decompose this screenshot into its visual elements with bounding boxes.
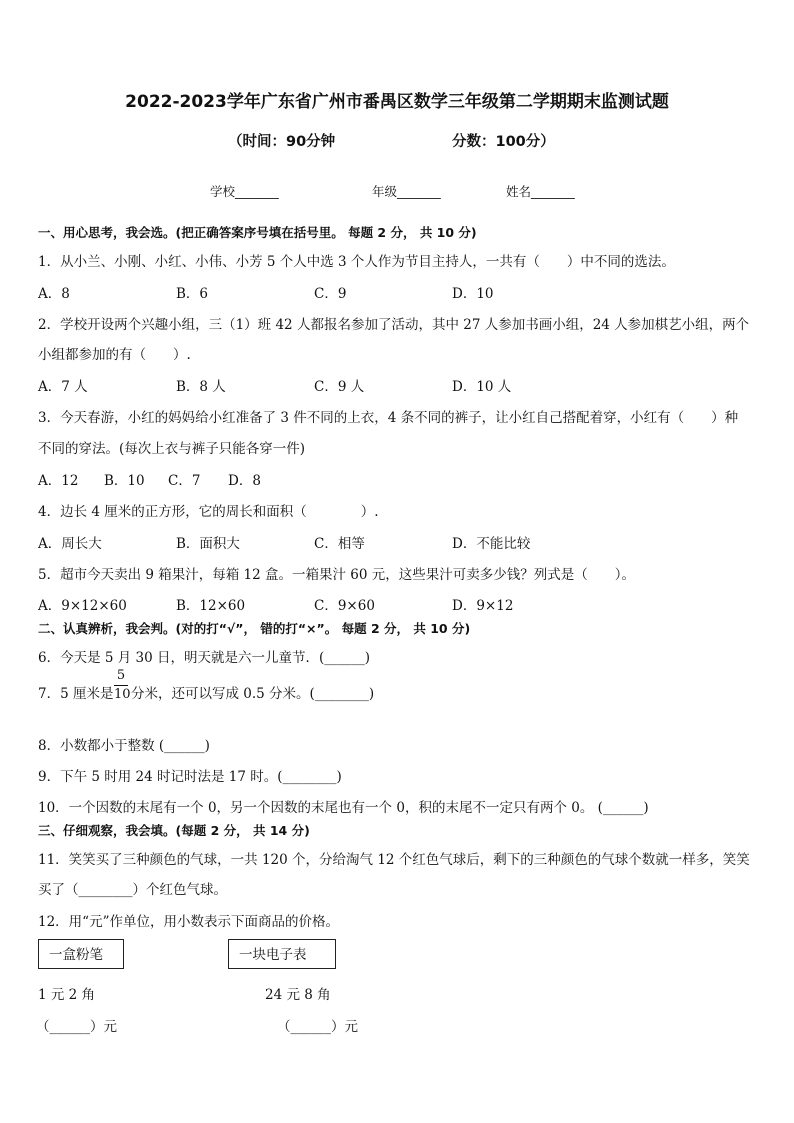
q1-option-d[interactable]: D．10 [452, 286, 494, 302]
exam-time: （时间：90分钟 [228, 134, 336, 150]
question-11-line2: 买了（________）个红色气球。 [38, 882, 227, 898]
q7-fraction [114, 668, 131, 703]
question-9: 9．下午 5 时用 24 时记时法是 17 时。(________) [38, 769, 342, 785]
question-11-line1: 11．笑笑买了三种颜色的气球，一共 120 个，分给淘气 12 个红色气球后，剩下的三种颜色的气球个数就一样多，笑笑 [38, 852, 750, 868]
question-5: 5．超市今天卖出 9 箱果汁，每箱 12 盒。一箱果汁 60 元，这些果汁可卖多少钱？列式是（ ）。 [38, 567, 636, 583]
item-name-watch: 一块电子表 [239, 947, 307, 963]
question-8: 8．小数都小于整数 (______) [38, 738, 210, 754]
item-box-chalk [38, 939, 124, 969]
price-watch: 24 元 8 角 [265, 987, 331, 1003]
question-12: 12．用“元”作单位，用小数表示下面商品的价格。 [38, 914, 339, 930]
section1-heading: 一、用心思考，我会选。(把正确答案序号填在括号里。 每题 2 分， 共 10 分) [38, 225, 477, 240]
q1-option-a[interactable]: A．8 [38, 286, 70, 302]
q5-option-d[interactable]: D．9×12 [452, 598, 514, 614]
q1-option-c[interactable]: C．9 [314, 286, 347, 302]
question-10: 10．一个因数的末尾有一个 0，另一个因数的末尾也有一个 0，积的末尾不一定只有两个 0。 (______) [38, 800, 649, 816]
question-4: 4．边长 4 厘米的正方形，它的周长和面积（ ）. [38, 504, 379, 520]
q4-option-a[interactable]: A．周长大 [38, 536, 102, 552]
question-2-line2: 小组都参加的有（ ）. [38, 347, 191, 363]
page-title: 2022-2023学年广东省广州市番禺区数学三年级第二学期期末监测试题 [125, 92, 669, 112]
question-7-suffix: 分米，还可以写成 0.5 分米。(________) [131, 686, 375, 702]
q2-option-b[interactable]: B．8 人 [176, 379, 226, 395]
answer-blank-watch[interactable]: （______）元 [277, 1019, 358, 1035]
q3-option-d[interactable]: D．8 [228, 473, 261, 489]
question-6: 6．今天是 5 月 30 日，明天就是六一儿童节．(______) [38, 650, 371, 666]
school-field[interactable]: 学校_______ [210, 184, 279, 199]
q4-option-c[interactable]: C．相等 [314, 536, 365, 552]
q7-fraction-numerator: 5 [116, 668, 126, 683]
q2-option-c[interactable]: C．9 人 [314, 379, 365, 395]
question-1: 1．从小兰、小刚、小红、小伟、小芳 5 个人中选 3 个人作为节目主持人，一共有（ ）中不同的选法。 [38, 254, 675, 270]
grade-field[interactable]: 年级_______ [372, 184, 441, 199]
section3-heading: 三、仔细观察，我会填。(每题 2 分， 共 14 分) [38, 823, 310, 838]
q5-option-b[interactable]: B．12×60 [176, 598, 246, 614]
q1-option-b[interactable]: B．6 [176, 286, 209, 302]
question-3-line1: 3．今天春游，小红的妈妈给小红准备了 3 件不同的上衣，4 条不同的裤子，让小红自己搭配着穿，小红有（ ）种 [38, 410, 739, 426]
q3-option-a[interactable]: A．12 [38, 473, 79, 489]
question-7-prefix: 7．5 厘米是 [38, 686, 114, 702]
question-3-line2: 不同的穿法。(每次上衣与裤子只能各穿一件) [38, 441, 306, 457]
q7-fraction-denominator: 10 [114, 687, 131, 702]
price-chalk: 1 元 2 角 [38, 987, 96, 1003]
fraction-bar [114, 685, 128, 686]
q4-option-b[interactable]: B．面积大 [176, 536, 240, 552]
item-name-chalk: 一盒粉笔 [49, 947, 103, 963]
q2-option-a[interactable]: A．7 人 [38, 379, 88, 395]
q5-option-c[interactable]: C．9×60 [314, 598, 375, 614]
q2-option-d[interactable]: D．10 人 [452, 379, 512, 395]
answer-blank-chalk[interactable]: （______）元 [36, 1019, 117, 1035]
q4-option-d[interactable]: D．不能比较 [452, 536, 531, 552]
q5-option-a[interactable]: A．9×12×60 [38, 598, 127, 614]
exam-score: 分数：100分） [452, 134, 555, 150]
section2-heading: 二、认真辨析，我会判。(对的打“√”， 错的打“×”。 每题 2 分， 共 10 分) [38, 621, 471, 636]
question-2-line1: 2．学校开设两个兴趣小组，三（1）班 42 人都报名参加了活动，其中 27 人参加书画小组，24 人参加棋艺小组，两个 [38, 317, 750, 333]
item-box-watch [228, 939, 336, 969]
name-field[interactable]: 姓名_______ [506, 184, 575, 199]
q3-option-c[interactable]: C．7 [168, 473, 201, 489]
q3-option-b[interactable]: B．10 [104, 473, 145, 489]
